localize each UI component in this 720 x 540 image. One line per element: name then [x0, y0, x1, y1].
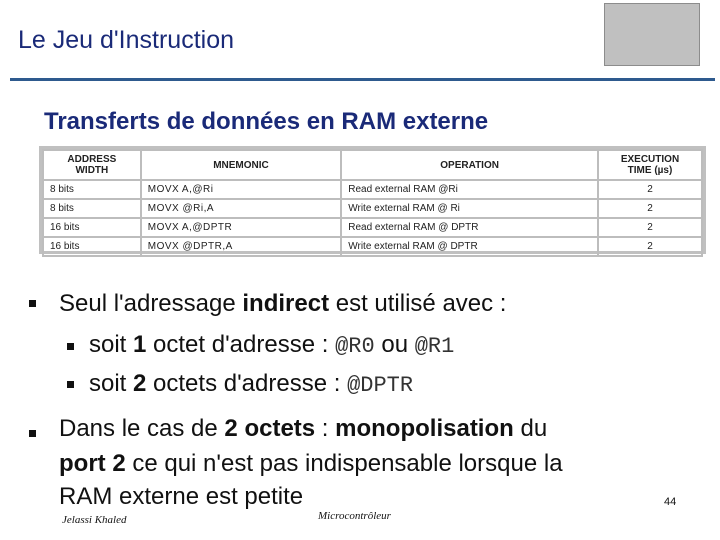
page-number: 44	[664, 496, 677, 508]
code-register: @R1	[414, 334, 455, 359]
footer-course: Microcontrôleur	[318, 510, 391, 522]
text-run: ou	[374, 331, 415, 358]
bullet-text-line3: RAM externe est petite	[59, 483, 304, 510]
text-run-bold: 2	[133, 370, 147, 397]
bullet-text-line1	[59, 415, 547, 443]
text-run-bold: 1	[133, 331, 147, 358]
cell-operation: Read external RAM @ DPTR	[341, 218, 598, 237]
cell-width: 8 bits	[43, 180, 141, 199]
header-operation: OPERATION	[341, 150, 598, 180]
text-run: du	[513, 415, 548, 442]
slide-title: Le Jeu d'Instruction	[18, 26, 235, 54]
sub-bullet-one-byte	[89, 331, 454, 359]
bullet-text-indirect	[59, 290, 506, 318]
slide-subtitle: Transferts de données en RAM externe	[44, 108, 489, 135]
cell-mnemonic: MOVX A,@Ri	[141, 180, 341, 199]
bullet-square-icon	[29, 430, 36, 437]
bullet-square-icon	[29, 300, 36, 307]
text-run-bold: indirect	[242, 290, 330, 317]
cell-mnemonic: MOVX @DPTR,A	[141, 237, 341, 256]
cell-time: 2	[598, 218, 702, 237]
corner-decoration	[604, 3, 700, 66]
table-header-row	[43, 150, 702, 180]
table-row	[43, 199, 702, 218]
text-run: octet d'adresse :	[146, 331, 336, 358]
footer-author: Jelassi Khaled	[62, 514, 127, 526]
code-register: @DPTR	[347, 373, 414, 398]
cell-time: 2	[598, 237, 702, 256]
text-run: Dans le cas de	[59, 415, 225, 442]
cell-width: 8 bits	[43, 199, 141, 218]
text-run: soit	[89, 370, 134, 397]
header-address-width-line2: WIDTH	[75, 165, 109, 176]
sub-bullet-square-icon	[67, 343, 74, 350]
header-address-width	[43, 150, 141, 180]
cell-mnemonic: MOVX A,@DPTR	[141, 218, 341, 237]
table-row	[43, 180, 702, 199]
text-run: soit	[89, 331, 134, 358]
header-time-line2: TIME (µs)	[627, 165, 673, 176]
header-execution-time	[598, 150, 702, 180]
instruction-table-frame	[39, 146, 706, 254]
table-row	[43, 218, 702, 237]
bullet-text-line2	[59, 450, 563, 478]
sub-bullet-square-icon	[67, 381, 74, 388]
cell-time: 2	[598, 199, 702, 218]
text-run: :	[315, 415, 336, 442]
header-mnemonic: MNEMONIC	[141, 150, 341, 180]
cell-operation: Read external RAM @Ri	[341, 180, 598, 199]
table-row	[43, 237, 702, 256]
text-run: est utilisé avec :	[329, 290, 507, 317]
header-address-width-line1: ADDRESS	[67, 154, 117, 165]
instruction-table	[42, 149, 703, 257]
text-run: ce qui n'est pas indispensable lorsque la	[125, 450, 563, 477]
sub-bullet-two-bytes	[89, 370, 413, 398]
text-run-bold: 2 octets	[224, 415, 316, 442]
cell-width: 16 bits	[43, 218, 141, 237]
title-divider	[10, 78, 715, 81]
header-time-line1: EXECUTION	[620, 154, 680, 165]
cell-time: 2	[598, 180, 702, 199]
text-run: Seul l'adressage	[59, 290, 243, 317]
cell-width: 16 bits	[43, 237, 141, 256]
cell-operation: Write external RAM @ DPTR	[341, 237, 598, 256]
cell-operation: Write external RAM @ Ri	[341, 199, 598, 218]
text-run: octets d'adresse :	[146, 370, 348, 397]
text-run-bold: port 2	[59, 450, 126, 477]
text-run-bold: monopolisation	[335, 415, 514, 442]
code-register: @R0	[335, 334, 375, 359]
cell-mnemonic: MOVX @Ri,A	[141, 199, 341, 218]
